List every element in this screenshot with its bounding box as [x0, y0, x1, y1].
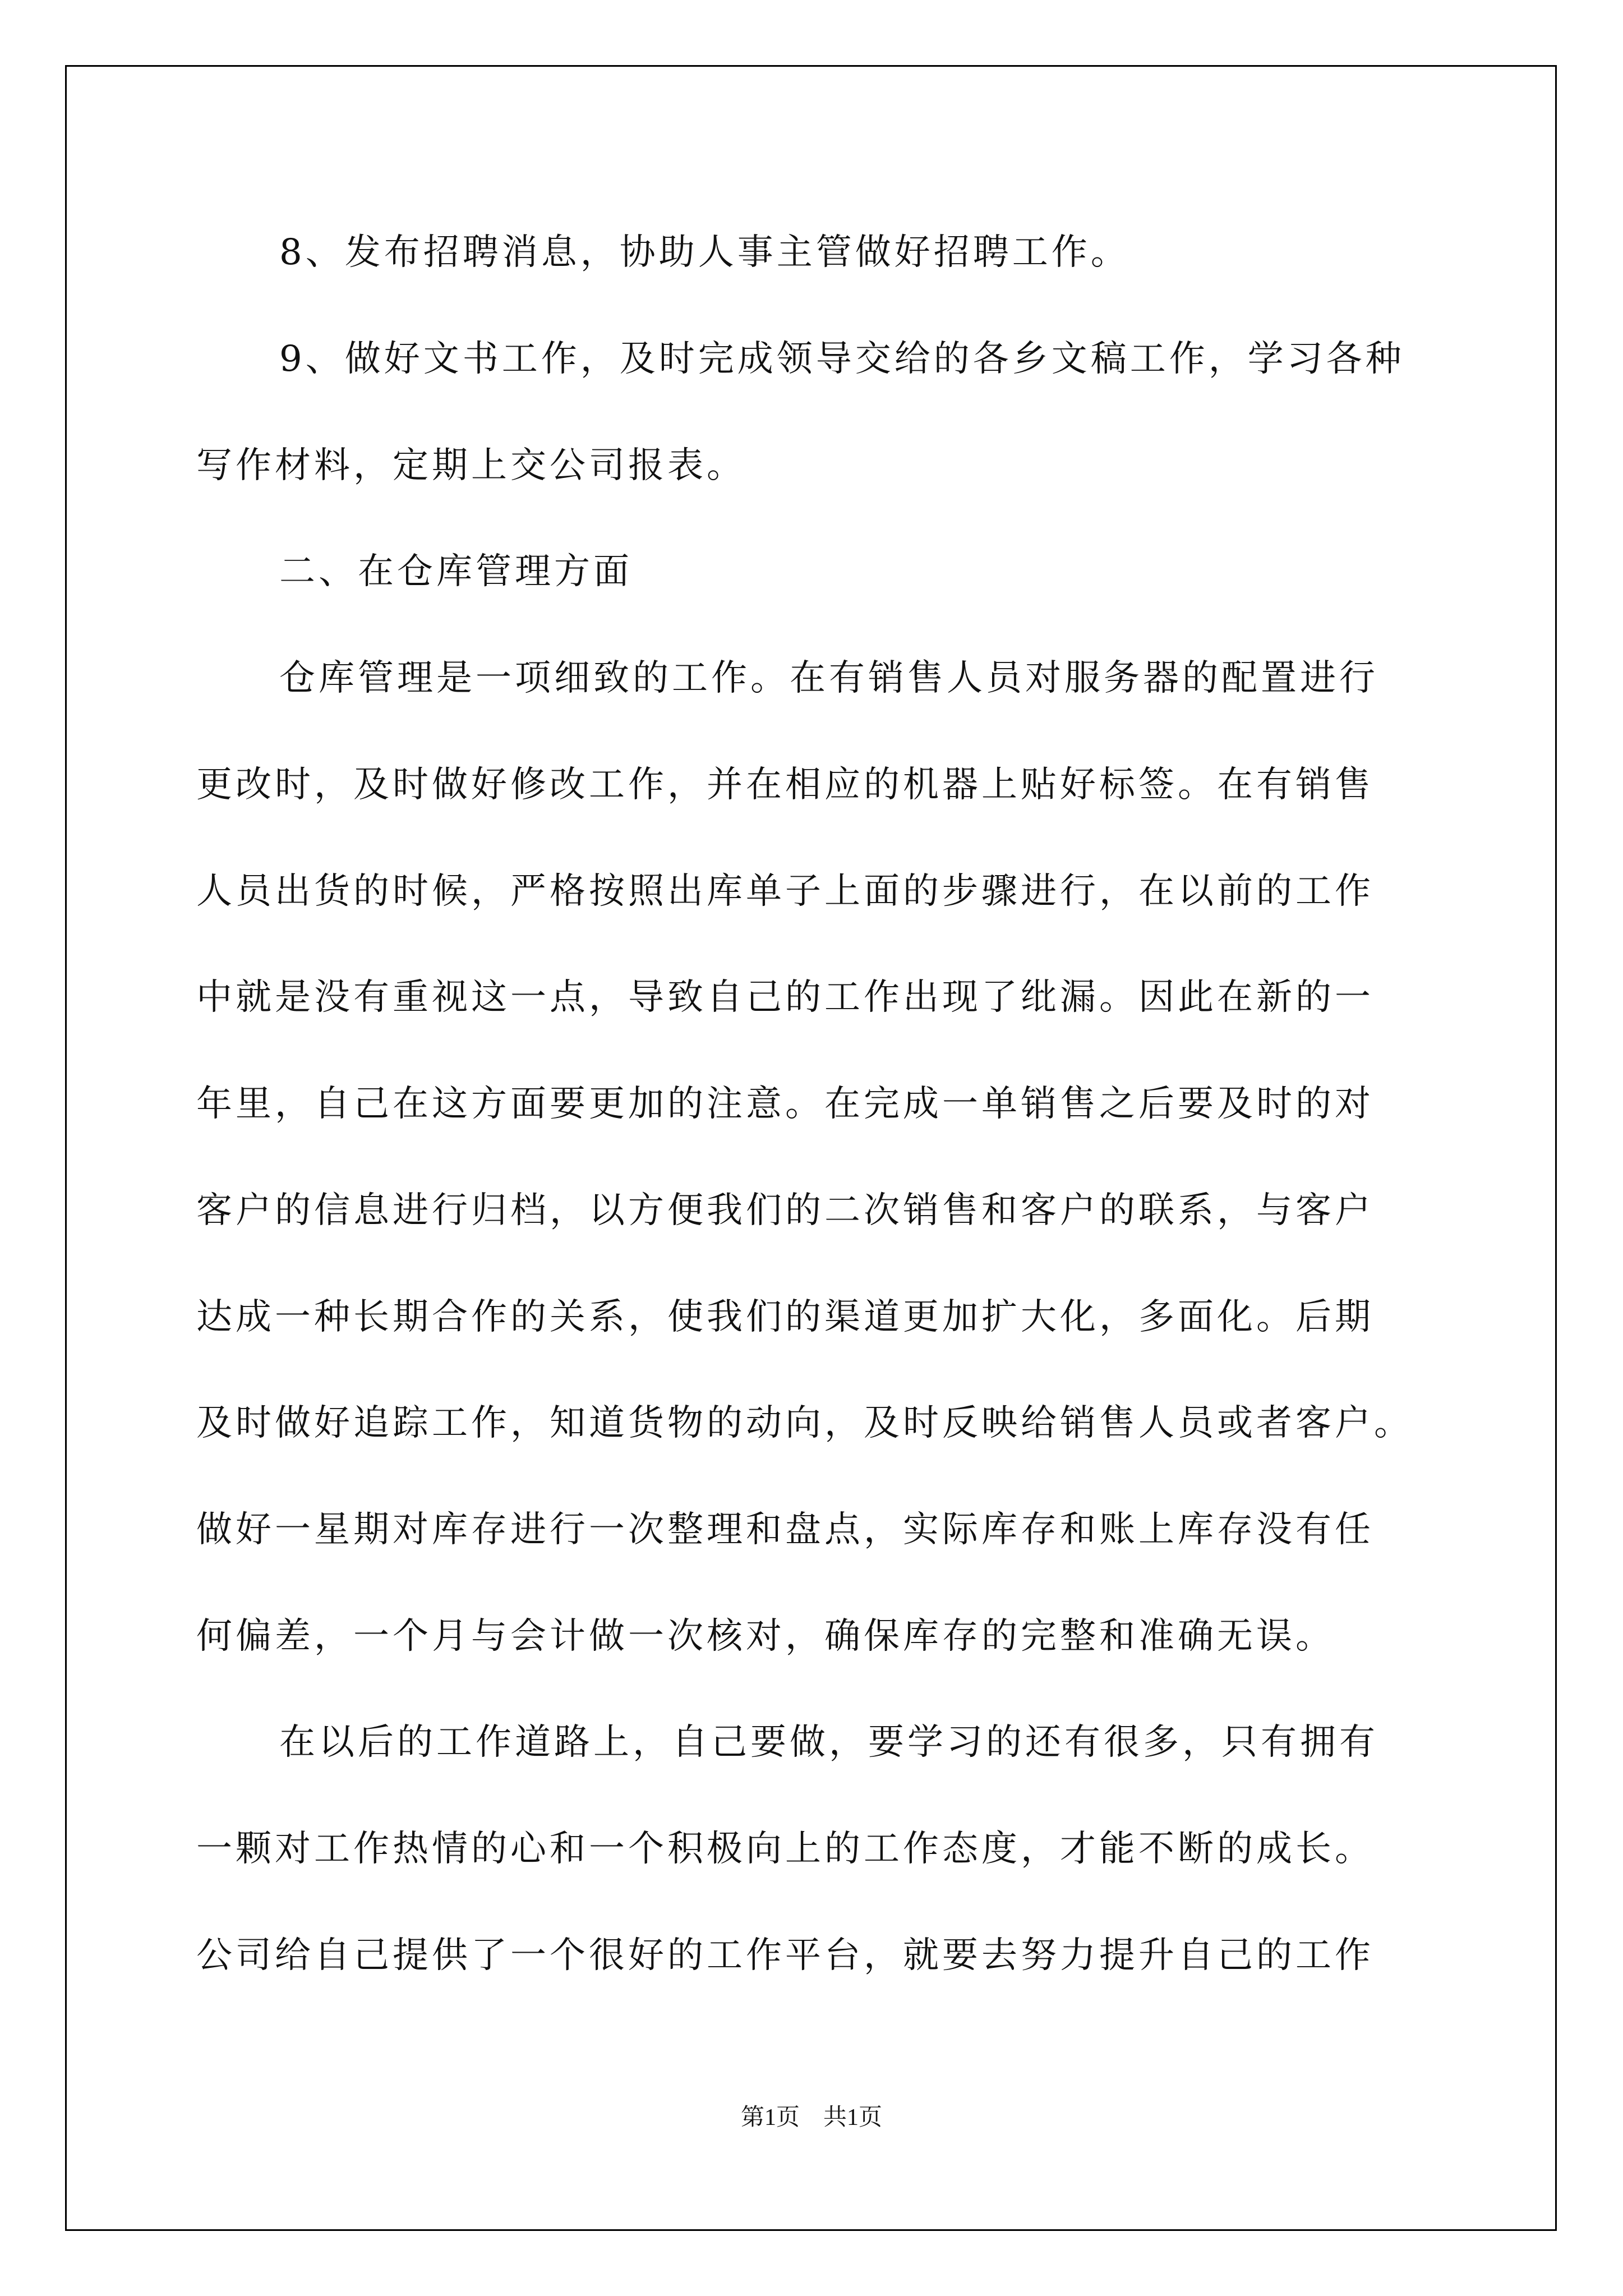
body-line: 做好一星期对库存进行一次整理和盘点，实际库存和账上库存没有任	[196, 1509, 1374, 1550]
body-line: 更改时，及时做好修改工作，并在相应的机器上贴好标签。在有销售	[196, 764, 1374, 806]
body-line: 在以后的工作道路上，自己要做，要学习的还有很多，只有拥有	[279, 1722, 1378, 1763]
body-line: 客户的信息进行归档，以方便我们的二次销售和客户的联系，与客户	[196, 1190, 1374, 1231]
body-line: 写作材料，定期上交公司报表。	[196, 445, 746, 486]
body-line: 9、做好文书工作，及时完成领导交给的各乡文稿工作，学习各种	[279, 338, 1405, 380]
body-line: 公司给自己提供了一个很好的工作平台，就要去努力提升自己的工作	[196, 1935, 1374, 1976]
body-line: 年里，自己在这方面要更加的注意。在完成一单销售之后要及时的对	[196, 1083, 1374, 1125]
page-number: 第1页 共1页	[740, 2105, 882, 2131]
body-line: 人员出货的时候，严格按照出库单子上面的步骤进行，在以前的工作	[196, 871, 1374, 912]
body-line: 中就是没有重视这一点，导致自己的工作出现了纰漏。因此在新的一	[196, 977, 1374, 1018]
body-line: 8、发布招聘消息，协助人事主管做好招聘工作。	[279, 232, 1130, 273]
body-line: 及时做好追踪工作，知道货物的动向，及时反映给销售人员或者客户。	[196, 1402, 1413, 1444]
section-heading: 二、在仓库管理方面	[279, 551, 633, 592]
page-border	[65, 65, 1557, 2231]
body-line: 达成一种长期合作的关系，使我们的渠道更加扩大化，多面化。后期	[196, 1296, 1374, 1338]
body-line: 何偏差，一个月与会计做一次核对，确保库存的完整和准确无误。	[196, 1616, 1335, 1657]
body-line: 一颗对工作热情的心和一个积极向上的工作态度，才能不断的成长。	[196, 1828, 1374, 1870]
body-line: 仓库管理是一项细致的工作。在有销售人员对服务器的配置进行	[279, 657, 1378, 699]
